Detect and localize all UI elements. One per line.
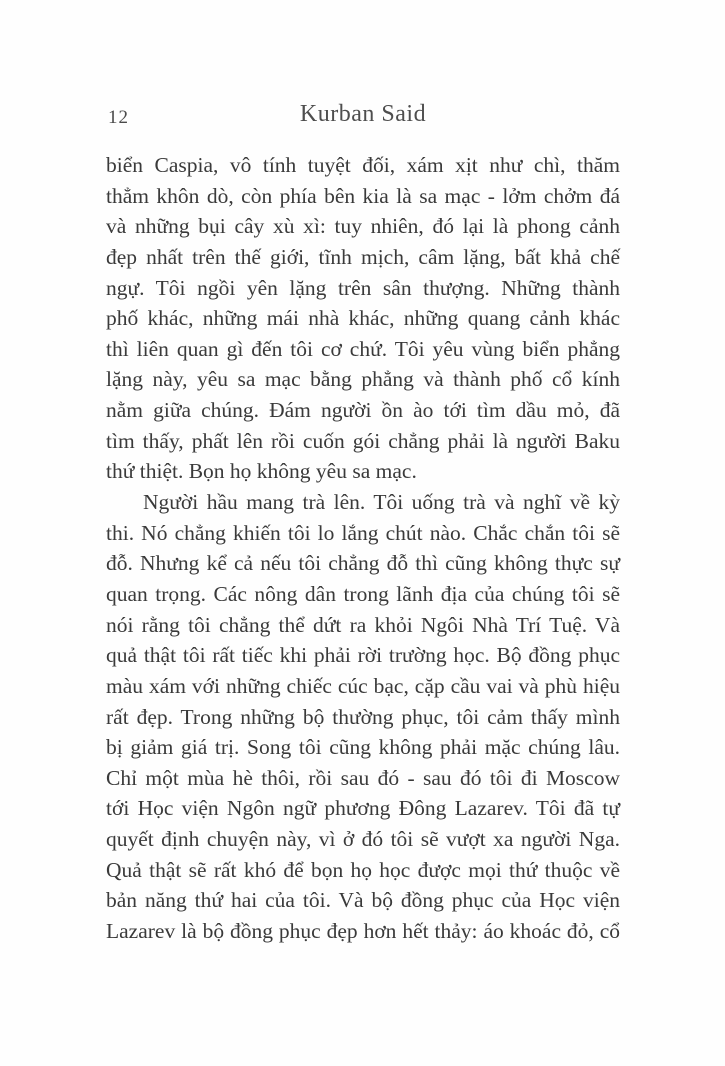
text-line: thẳm khôn dò, còn phía bên kia là sa mạc - lởm chởm đá (106, 183, 620, 208)
text-line: thi. Nó chẳng khiến tôi lo lắng chút nào. Chắc chắn tôi sẽ (106, 520, 620, 545)
text-line: quả thật tôi rất tiếc khi phải rời trường học. Bộ đồng phục (106, 643, 620, 668)
text-line: bị giảm giá trị. Song tôi cũng không phải mặc chúng lâu. (106, 735, 620, 760)
text-line: và những bụi cây xù xì: tuy nhiên, đó lại là phong cảnh (106, 214, 620, 239)
text-line: phố khác, những mái nhà khác, những quang cảnh khác (106, 306, 620, 331)
text-line: rất đẹp. Trong những bộ thường phục, tôi cảm thấy mình (106, 704, 620, 729)
text-line: quyết định chuyện này, vì ở đó tôi sẽ vượt xa người Nga. (106, 827, 620, 852)
running-header (106, 101, 620, 133)
text-line: nằm giữa chúng. Đám người ồn ào tới tìm dầu mỏ, đã (106, 398, 620, 423)
text-line: nói rằng tôi chẳng thể dứt ra khỏi Ngôi Nhà Trí Tuệ. Và (106, 612, 620, 637)
text-line: đỗ. Nhưng kể cả nếu tôi chẳng đỗ thì cũng không thực sự (106, 551, 620, 576)
text-line: đẹp nhất trên thế giới, tĩnh mịch, câm lặng, bất khả chế (106, 244, 620, 269)
text-line: tới Học viện Ngôn ngữ phương Đông Lazarev. Tôi đã tự (106, 796, 620, 821)
text-line: bản năng thứ hai của tôi. Và bộ đồng phục của Học viện (106, 888, 620, 913)
text-line-paragraph-end: thứ thiệt. Bọn họ không yêu sa mạc. (106, 459, 417, 484)
text-line: màu xám với những chiếc cúc bạc, cặp cầu vai và phù hiệu (106, 673, 620, 698)
text-line: Chỉ một mùa hè thôi, rồi sau đó - sau đó tôi đi Moscow (106, 765, 620, 790)
text-line: thì liên quan gì đến tôi cơ chứ. Tôi yêu vùng biển phẳng (106, 336, 620, 361)
text-line: tìm thấy, phất lên rồi cuốn gói chẳng phải là người Baku (106, 428, 620, 453)
text-line: biển Caspia, vô tính tuyệt đối, xám xịt như chì, thăm (106, 153, 620, 177)
text-line: Quả thật sẽ rất khó để bọn họ học được mọi thứ thuộc về (106, 857, 620, 882)
text-line-paragraph-start: Người hầu mang trà lên. Tôi uống trà và nghĩ về kỳ (143, 490, 620, 515)
running-title: Kurban Said (299, 101, 427, 127)
text-line: quan trọng. Các nông dân trong lãnh địa của chúng tôi sẽ (106, 581, 620, 606)
text-line: Lazarev là bộ đồng phục đẹp hơn hết thảy: áo khoác đỏ, cổ (106, 919, 620, 944)
page-number: 12 (108, 107, 129, 128)
text-line: ngự. Tôi ngồi yên lặng trên sân thượng. Những thành (106, 275, 620, 300)
body-text-block (106, 150, 620, 947)
text-line: lặng này, yêu sa mạc bằng phẳng và thành phố cổ kính (106, 367, 620, 392)
